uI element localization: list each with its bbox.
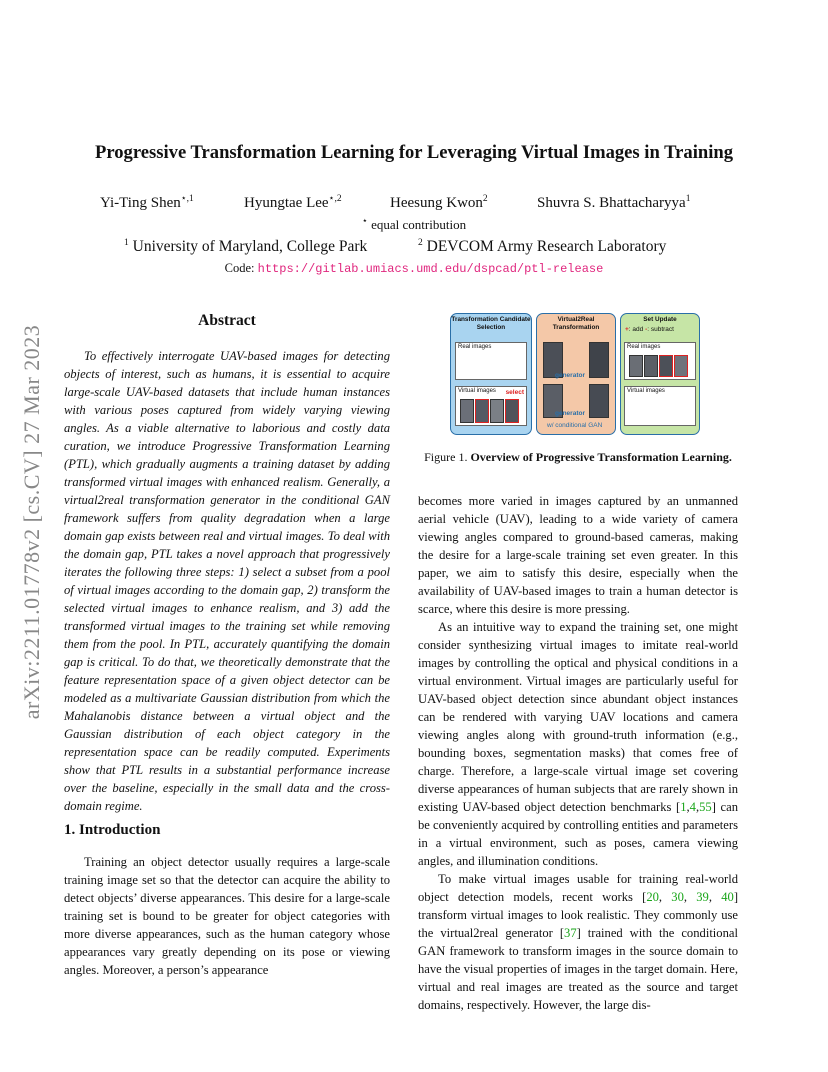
real-images-box-updated: Real images — [624, 342, 696, 380]
virtual-images-box: Virtual images select — [455, 386, 527, 426]
generator-label-1: generator — [555, 372, 585, 379]
intro-heading: 1. Introduction — [64, 822, 161, 838]
affiliation-1: $^1$ University of Maryland, College Park — [124, 237, 368, 255]
real-images-box: Real images — [455, 342, 527, 380]
abstract-text: To effectively interrogate UAV-based images for detecting objects of interest, such as humans, it is essential to acquire large-scale UAV-based datasets that include human instances with various poses captured from widely varying viewing angles. As a viable alternative to laborious and costly data curation, we introduce Progressive Transformation Learning (PTL), which gradually augments a training dataset by adding transformed virtual images with enhanced realism. Generally, a virtual2real transformation generator in the conditional GAN framework suffers from quality degradation when a large domain gap exists between real and virtual images. To deal with the domain gap, PTL takes a novel approach that progressively iterates the following three steps: 1) select a subset from a pool of virtual images according to the domain gap, 2) transform the selected virtual images to enhance realism, and 3) add the transformed virtual images to the training set while removing them from the pool. In PTL, accurately quantifying the domain gap is critical. To do that, we theoretically demonstrate that the feature representation space of a given object detector can be modeled as a multivariate Gaussian distribution from which the Mahalanobis distance between a virtual object and the Gaussian distribution of each object category in the representation space can be readily computed. Experiments show that PTL results in a substantial performance increase over the baseline, especially in the small data and the cross-domain regime. — [64, 349, 390, 813]
arxiv-watermark: arXiv:2211.01778v2 [cs.CV] 27 Mar 2023 — [19, 324, 44, 720]
right-column-text — [418, 492, 738, 1014]
select-label: select — [505, 389, 524, 396]
author-3: Heesung Kwon$^2$ — [390, 194, 488, 211]
virtual-images-box-updated: Virtual images — [624, 386, 696, 426]
legend-add-subtract: +: add -: subtract — [625, 326, 674, 333]
generator-label-2: generator — [555, 410, 585, 417]
conditional-gan-label: w/ conditional GAN — [547, 422, 603, 429]
author-4: Shuvra S. Bhattacharyya$^1$ — [537, 194, 691, 211]
code-line: Code: https://gitlab.umiacs.umd.edu/dspcad/ptl-release — [224, 261, 604, 276]
author-1: Yi-Ting Shen$^{⋆,1}$ — [100, 194, 194, 211]
right-paragraph-2: As an intuitive way to expand the training set, one might consider synthesizing virtual images to imitate real-world images by controlling the optical and physical conditions in a virtual environment. Virtual images are particularly useful for UAV-based object detection since abundant object instances can be rendered with varying UAV locations and camera viewing angles along with ground-truth information (e.g., bounding boxes, segmentation masks) that comes free of charge. Therefore, a large-scale virtual image set covering diverse appearances of human subjects that are rarely shown in existing UAV-based object detection benchmarks [1,4,55] can be conveniently acquired by controlling entities and parameters in a virtual environment, such as poses, camera viewing angles, and illumination conditions. — [418, 620, 738, 868]
affiliation-2: $^2$ DEVCOM Army Research Laboratory — [418, 237, 667, 255]
intro-paragraph: Training an object detector usually requires a large-scale training image set so that the detector can acquire the ability to detect objects’ diverse appearances. This desire for a large-scale training set is bound to be greater for object categories with more diverse appearances, such as the human category whose appearances vary greatly depending on its pose or viewing angles. Moreover, a person’s appearance — [64, 855, 390, 977]
right-paragraph-1: becomes more varied in images captured by an unmanned aerial vehicle (UAV), leading to a wide variety of camera viewing angles compared to ground-based cameras, making the desire for a large-scale training set even greater. In this paper, we aim to satisfy this desire, especially when the availability of UAV-based images to train a human detector is scarce, where this desire is more pressing. — [418, 494, 738, 616]
abstract-heading: Abstract — [198, 312, 256, 329]
author-2: Hyungtae Lee$^{⋆,2}$ — [244, 194, 342, 211]
code-link[interactable]: https://gitlab.umiacs.umd.edu/dspcad/ptl-release — [257, 262, 604, 276]
paper-title: Progressive Transformation Learning for Leveraging Virtual Images in Training — [94, 142, 734, 163]
panel-set-update: Set Update +: add -: subtract Real images Virtual images — [620, 313, 700, 435]
right-paragraph-3: To make virtual images usable for training real-world object detection models, recent works [20, 30, 39, 40] transform virtual images to look realistic. They commonly use the virtual2real generator [37] trained with the conditional GAN framework to transform images in the source domain to have the visual properties of images in the target domain. Here, virtual and real images are treated as the source and target domains, respectively. However, the large dis- — [418, 872, 739, 1012]
figure-caption: Figure 1. Overview of Progressive Transformation Learning. — [424, 450, 732, 464]
figure-1 — [450, 313, 704, 441]
equal-contribution-note: ⋆ equal contribution — [361, 216, 467, 232]
panel-virtual2real: Virtual2Real Transformation generator generator w/ conditional GAN — [536, 313, 616, 435]
panel-candidate-selection: Transformation Candidate Selection Real images Virtual images select — [450, 313, 532, 435]
